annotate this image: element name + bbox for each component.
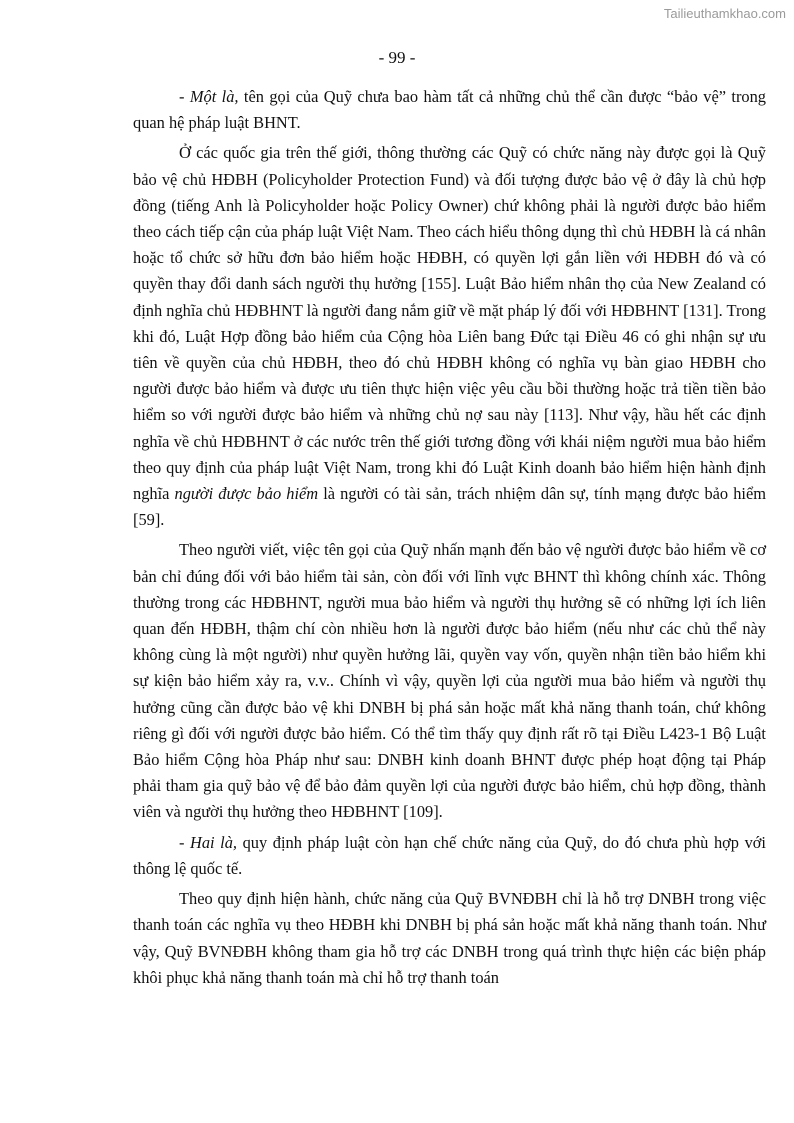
paragraph-1-lead: - Một là,	[179, 87, 239, 106]
paragraph-3: Theo người viết, việc tên gọi của Quỹ nhấn mạnh đến bảo vệ người được bảo hiểm về cơ bản chỉ đúng đối với bảo hiểm tài sản, còn đối với lĩnh vực BHNT thì không chính xác. Thông thường trong các HĐBHNT, người mua bảo hiểm và người thụ hưởng sẽ có những lợi ích liên quan đến HĐBH, thậm chí còn nhiều hơn là người được bảo hiểm (nếu như các chủ thể này không cùng là một người) như quyền hưởng lãi, quyền vay vốn, quyền nhận tiền bảo hiểm khi sự kiện bảo hiểm xảy ra, v.v.. Chính vì vậy, quyền lợi của người mua bảo hiểm và người thụ hưởng cũng cần được bảo vệ khi DNBH bị phá sản hoặc mất khả năng thanh toán, chứ không riêng gì đối với người được bảo hiểm. Có thể tìm thấy quy định rất rõ tại Điều L423-1 Bộ Luật Bảo hiểm Cộng hòa Pháp như sau: DNBH kinh doanh BHNT được phép hoạt động tại Pháp phải tham gia quỹ bảo vệ để bảo đảm quyền lợi của người được bảo hiểm, chủ hợp đồng, thành viên và người thụ hưởng theo HĐBHNT [109].	[133, 540, 766, 822]
document-body	[133, 84, 766, 995]
paragraph-2	[133, 140, 766, 533]
paragraph-4-text: quy định pháp luật còn hạn chế chức năng của Quỹ, do đó chưa phù hợp với thông lệ quốc tế.	[133, 832, 766, 878]
paragraph-1-text: tên gọi của Quỹ chưa bao hàm tất cả những chủ thể cần được “bảo vệ” trong quan hệ pháp luật BHNT.	[133, 87, 766, 133]
paragraph-5: Theo quy định hiện hành, chức năng của Quỹ BVNĐBH chỉ là hỗ trợ DNBH trong việc thanh toán các nghĩa vụ theo HĐBH khi DNBH bị phá sản hoặc mất khả năng thanh toán. Như vậy, Quỹ BVNĐBH không tham gia hỗ trợ các DNBH trong quá trình thực hiện các biện pháp khôi phục khả năng thanh toán mà chỉ hỗ trợ thanh toán	[133, 889, 766, 987]
watermark: Tailieuthamkhao.com	[663, 6, 786, 21]
paragraph-2-emphasis: người được bảo hiểm	[174, 484, 319, 504]
paragraph-2-text-a: Ở các quốc gia trên thế giới, thông thường các Quỹ có chức năng này được gọi là Quỹ bảo vệ chủ HĐBH (Policyholder Protection Fund) và đối tượng được bảo vệ ở đây là chủ hợp đồng (tiếng Anh là Policyholder hoặc Policy Owner) chứ không phải là người được bảo hiểm theo cách tiếp cận của pháp luật Việt Nam. Theo cách hiểu thông dụng thì chủ HĐBH là cá nhân hoặc tổ chức sở hữu đơn bảo hiểm hoặc HĐBH, có quyền lợi gắn liền với HĐBH đó và có quyền thay đổi danh sách người thụ hưởng [155]. Luật Bảo hiểm nhân thọ của New Zealand có định nghĩa chủ HĐBHNT là người đang nắm giữ về mặt pháp lý đối với HĐBHNT [131]. Trong khi đó, Luật Hợp đồng bảo hiểm của Cộng hòa Liên bang Đức tại Điều 46 có ghi nhận sự ưu tiên về quyền của chủ HĐBH, theo đó chủ HĐBH không có nghĩa vụ bàn giao HĐBH cho người được bảo hiểm và được ưu tiên thực hiện việc yêu cầu bồi thường hoặc trả tiền tiền bảo hiểm so với người được bảo hiểm và những chủ nợ sau này [113]. Như vậy, hầu hết các định nghĩa về chủ HĐBHNT ở các nước trên thế giới tương đồng với khái niệm người mua bảo hiểm theo quy định của pháp luật Việt Nam, trong khi đó Luật Kinh doanh bảo hiểm hiện hành định nghĩa	[133, 143, 766, 504]
paragraph-4-lead: - Hai là,	[179, 832, 238, 852]
paragraph-1	[133, 84, 766, 136]
paragraph-2-text-b: là người có tài sản, trách nhiệm dân sự, tính mạng được bảo hiểm [59].	[133, 484, 766, 530]
page-number: - 99 -	[378, 48, 416, 67]
paragraph-4	[133, 830, 766, 882]
